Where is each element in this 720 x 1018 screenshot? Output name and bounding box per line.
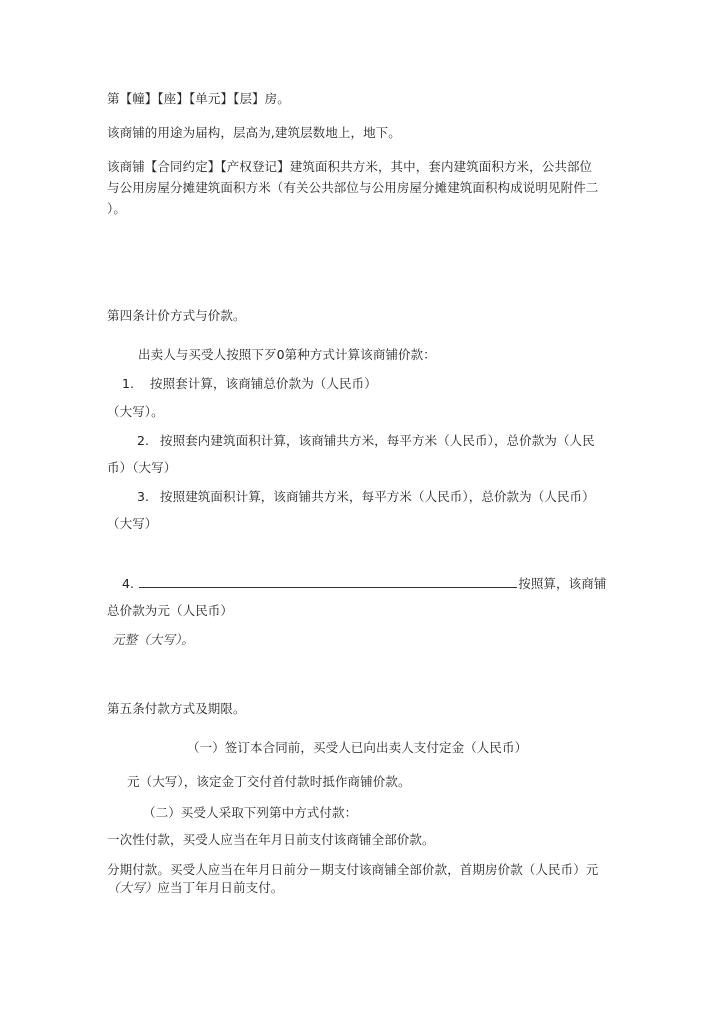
area-line-1: 该商铺【合同约定】【产权登记】建筑面积共方米，其中，套内建筑面积方米，公共部位: [107, 159, 593, 174]
article-5-heading: 第五条付款方式及期限。: [107, 701, 246, 716]
item-3-continuation: （大写）: [107, 516, 158, 531]
usage-line: 该商铺的用途为届构，层高为,建筑层数地上，地下。: [107, 125, 401, 140]
item-2-number: 2.: [137, 433, 150, 448]
blank-underline: [139, 576, 517, 588]
item-4-line: [122, 576, 606, 592]
payment-method-line: （二）买受人采取下列第中方式付款：: [143, 805, 358, 820]
installment-continuation: [107, 880, 283, 896]
item-1-number: 1.: [122, 376, 135, 391]
item-3-number: 3.: [137, 489, 150, 504]
article-4-heading: 第四条计价方式与价款。: [107, 308, 246, 323]
item-4-number: 4.: [122, 576, 135, 591]
unit-location-line: 第【幢】【座】【单元】【层】房。: [107, 91, 290, 106]
item-2-text: 按照套内建筑面积计算，该商铺共方米，每平方米（人民币），总价款为（人民: [160, 433, 595, 448]
item-1-continuation: （大写）。: [107, 404, 164, 419]
lump-sum-line: 一次性付款，买受人应当在年月日前支付该商铺全部价款。: [107, 832, 435, 847]
item-4-continuation: 总价款为元（人民币）: [107, 603, 234, 618]
item-3-text: 按照建筑面积计算，该商铺共方米，每平方米（人民币），总价款为（人民币）: [160, 489, 595, 504]
area-line-2: 与公用房屋分摊建筑面积方米（有关公共部位与公用房屋分摊建筑面积构成说明见附件二: [107, 180, 599, 195]
item-1-text: 按照套计算，该商铺总价款为（人民币）: [150, 376, 377, 391]
installment-line: 分期付款。买受人应当在年月日前分－期支付该商铺全部价款，首期房价款（人民币）元: [107, 862, 599, 877]
deposit-line: （一）签订本合同前，买受人已向出卖人支付定金（人民币）: [187, 740, 528, 755]
installment-due-text: 应当丁年月日前支付。: [157, 880, 284, 895]
deposit-continuation: 元（大写），该定金丁交付首付款时抵作商铺价款。: [127, 774, 411, 789]
item-2-continuation: 币）（大写）: [107, 460, 177, 475]
item-4-amount-words: 元整（大写）。: [112, 632, 194, 647]
installment-amount-words: （大写）: [107, 880, 158, 895]
area-line-3: ）。: [107, 201, 126, 216]
article-4-intro: 出卖人与买受人按照下歹0第种方式计算该商铺价款：: [138, 347, 436, 362]
item-4-text: 按照算，该商铺: [518, 576, 607, 591]
